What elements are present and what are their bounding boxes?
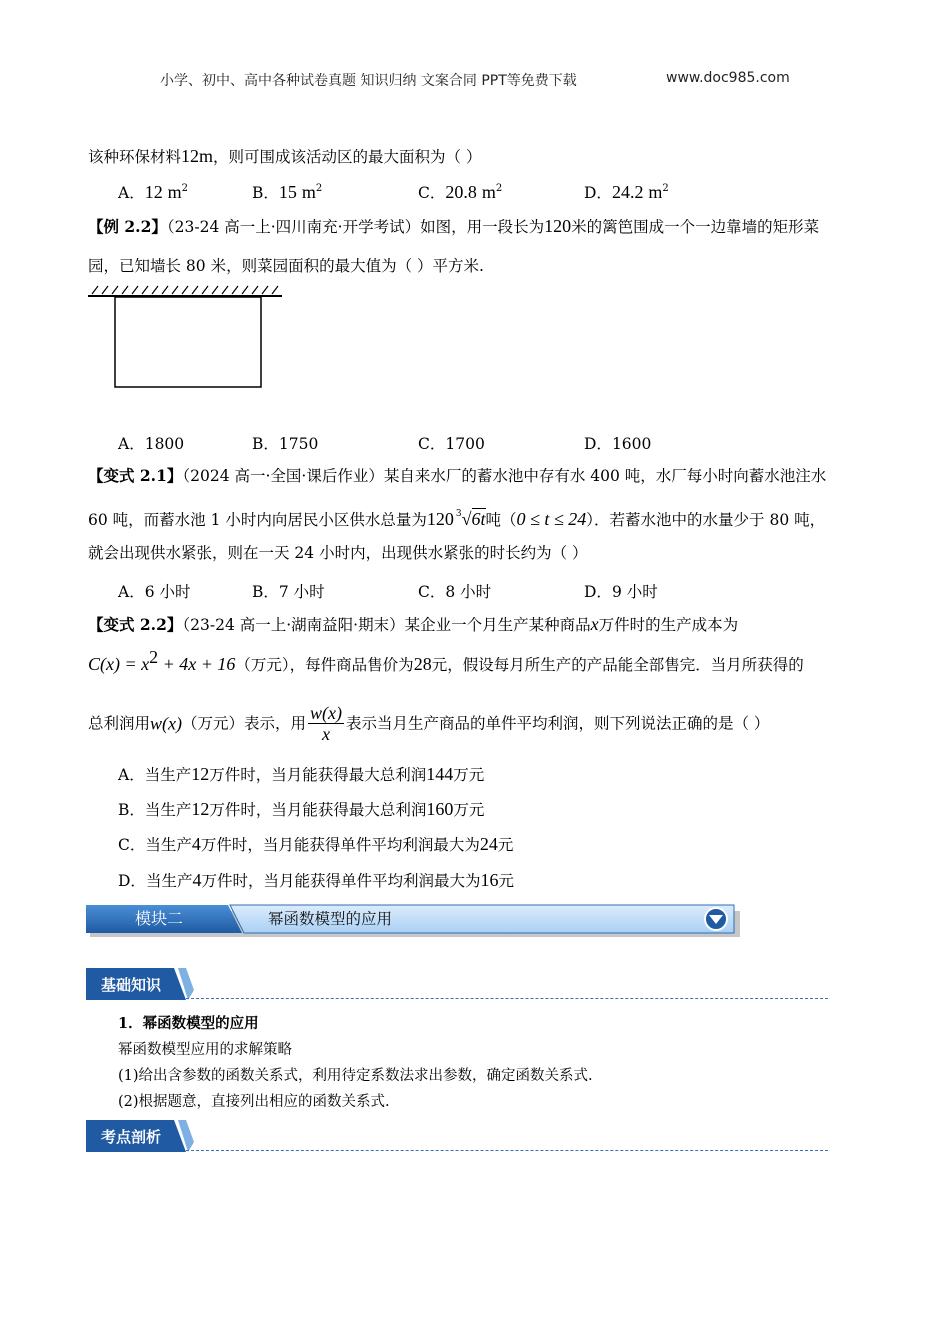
option-b: B．1750 (252, 435, 319, 453)
module-title: 幂函数模型的应用 (268, 910, 393, 928)
cost-formula: C(x) = x (88, 654, 150, 674)
option-d: D．当生产4万件时，当月能获得单件平均利润最大为16元 (118, 870, 514, 890)
garden-figure (86, 282, 286, 394)
variant-2-2-line1: 【变式 2.2】（23-24 高一上·湖南益阳·期末）某企业一个月生产某种商品x万件时的生产成本为 (88, 614, 739, 634)
variant-2-1-line3: 就会出现供水紧张，则在一天 24 小时内，出现供水紧张的时长约为（ ） (88, 544, 588, 562)
option-c: C．8 小时 (418, 583, 492, 601)
root-index: 3 (455, 509, 462, 519)
basics-item: (1)给出含参数的函数关系式，利用待定系数法求出参数，确定函数关系式. (118, 1068, 593, 1084)
option-b: B．15 $m^2$ (252, 182, 323, 202)
option-d: D．24.2 $m^2$ (584, 182, 669, 202)
option-c: C．20.8 $m^2$ (418, 182, 503, 202)
wall-hatching (92, 286, 278, 294)
divider (186, 1150, 828, 1151)
module-label: 模块二 (135, 909, 184, 928)
basics-heading: 1．幂函数模型的应用 (118, 1015, 259, 1032)
header-site-link[interactable]: www.doc985.com (666, 70, 790, 86)
option-c: C．1700 (418, 435, 485, 453)
basics-intro: 幂函数模型应用的求解策略 (118, 1042, 292, 1058)
divider (186, 998, 828, 999)
variant-tag: 【变式 2.2】 (88, 615, 183, 634)
variant-2-1-line1: 【变式 2.1】（2024 高一·全国·课后作业）某自来水厂的蓄水池中存有水 400 吨，水厂每小时向蓄水池注水 (88, 466, 827, 485)
option-a: A．12 $m^2$ (118, 182, 189, 202)
option-d: D．9 小时 (584, 583, 658, 601)
module-banner (86, 903, 740, 939)
example-2-2-line2: 园，已知墙长 80 米，则菜园面积的最大值为（ ）平方米. (88, 257, 484, 275)
example-tag: 【例 2.2】 (88, 217, 167, 236)
option-c: C．当生产4万件时，当月能获得单件平均利润最大为24元 (118, 834, 514, 854)
garden-rectangle (115, 297, 261, 387)
variant-2-2-line3: 总利润用w(x)（万元）表示，用 $\frac{w(x)}{x}$ 表示当月生产商品的单件平均利润，则下列说法正确的是（ ） (88, 703, 770, 744)
option-b: B．7 小时 (252, 583, 325, 601)
variant-tag: 【变式 2.1】 (88, 466, 183, 485)
header-text: 小学、初中、高中各种试卷真题 知识归纳 文案合同 PPT等免费下载 (160, 73, 577, 89)
basics-item: (2)根据题意，直接列出相应的函数关系式. (118, 1094, 390, 1110)
range: 0 ≤ t ≤ 24 (516, 509, 587, 529)
option-b: B．当生产12万件时，当月能获得最大总利润160万元 (118, 799, 485, 819)
option-d: D．1600 (584, 435, 652, 453)
option-a: A．1800 (118, 435, 185, 453)
option-a: A．6 小时 (118, 583, 191, 601)
root-radicand: 6t (471, 509, 486, 529)
question-line: 该种环保材料12m，则可围成该活动区的最大面积为（ ） (88, 146, 482, 166)
basics-tab-label: 基础知识 (101, 976, 162, 994)
option-a: A．当生产12万件时，当月能获得最大总利润144万元 (118, 764, 485, 784)
variant-2-2-line2: $C(x) = x^2 + 4x + 16$（万元），每件商品售价为28元，假设每月所生产的产品能全部售完．当月所获得的 (88, 647, 804, 674)
variant-2-1-line2: 60 吨，而蓄水池 1 小时内向居民小区供水总量为120 $^3$√6t吨（0 ≤ t ≤ 24）．若蓄水池中的水量少于 80 吨， (88, 509, 826, 529)
fraction: $\frac{w(x)}{x}$ (310, 703, 342, 744)
analysis-tab-label: 考点剖析 (101, 1128, 162, 1146)
example-2-2-line1: 【例 2.2】（23-24 高一上·四川南充·开学考试）如图，用一段长为120米的篱笆围成一个一边靠墙的矩形菜 (88, 216, 820, 236)
